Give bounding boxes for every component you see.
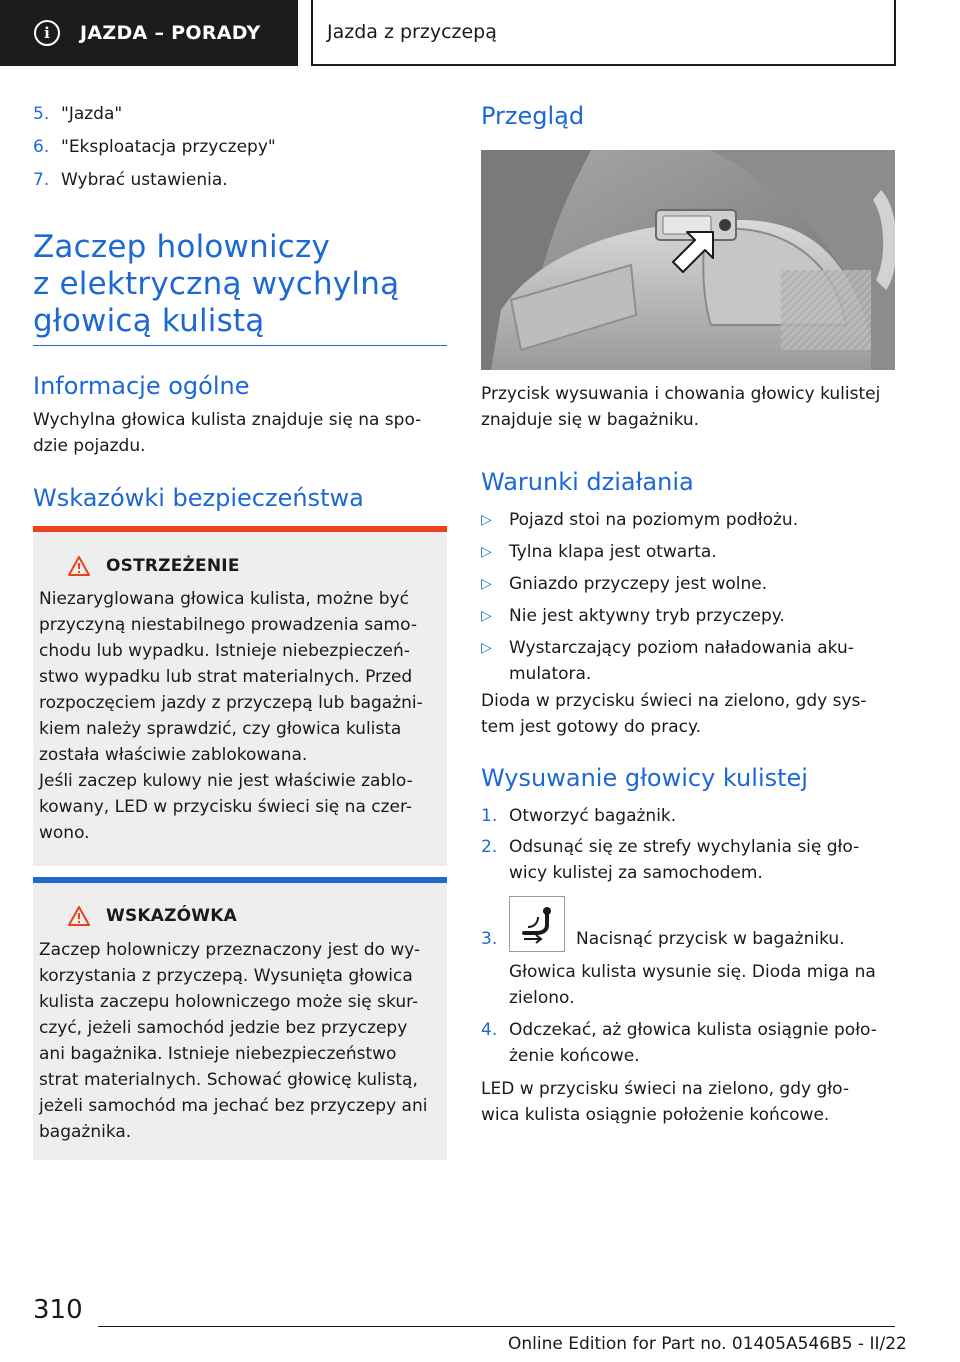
warning-box [33,526,447,866]
trunk-button-photo [481,150,895,370]
ball-head-button-icon [509,896,565,952]
warning-title: OSTRZEŻENIE [106,556,240,576]
left-step-list [33,102,276,192]
header-subsection-tab [311,0,896,66]
note-triangle-icon [68,906,90,926]
warning-text-led: Jeśli zaczep kulowy nie jest właściwie zablo- kowany, LED w przycisku świeci się na czer- wono. [39,771,413,843]
trunk-photo-illustration [481,150,895,370]
triangle-bullet-icon: ▷ [481,544,492,560]
list-item: 4. Odczekać, aż głowica kulista osiągnie poło- żenie końcowe. [481,1020,877,1066]
info-heading: Informacje ogólne [33,372,250,400]
overview-heading: Przegląd [481,102,585,130]
note-text: Zaczep holowniczy przeznaczony jest do wy- korzystania z przyczepą. Wysunięta głowica kulista zaczepu holowniczego może się skur- czyć, jeżeli samochód jedzie bez przyczepy ani bagażnika. Istnieje niebezpieczeństwo strat materialnych. Schować głowicę kulistą, jeżeli samochód ma jechać bez przyczepy ani bagażnika. [39,940,428,1142]
led-paragraph: Dioda w przycisku świeci na zielono, gdy sys- tem jest gotowy do pracy. [481,691,867,737]
list-item: ▷ Tylna klapa jest otwarta. [481,539,895,565]
list-item: 2. Odsunąć się ze strefy wychylania się gło- wicy kulistej za samochodem. [481,837,860,883]
step-3-text: Nacisnąć przycisk w bagażniku. [576,929,845,949]
triangle-bullet-icon: ▷ [481,512,492,528]
header-section-tab [0,0,298,66]
conditions-list [481,507,895,693]
list-item: 3. [481,929,498,949]
footer-rule [98,1326,895,1327]
conditions-heading: Warunki działania [481,468,694,496]
list-item: 7. Wybrać ustawienia. [33,170,228,190]
triangle-bullet-icon: ▷ [481,576,492,592]
heading-rule [33,345,447,346]
extend-heading: Wysuwanie głowicy kulistej [481,764,808,792]
final-paragraph: LED w przycisku świeci na zielono, gdy gło- wica kulista osiągnie położenie końcowe. [481,1079,849,1125]
info-paragraph: Wychylna głowica kulista znajduje się na spo- dzie pojazdu. [33,410,422,456]
note-bar [33,877,447,883]
triangle-bullet-icon: ▷ [481,640,492,656]
list-item: ▷ Nie jest aktywny tryb przyczepy. [481,603,895,629]
info-icon: i [34,20,60,46]
list-item: ▷ Gniazdo przyczepy jest wolne. [481,571,895,597]
warning-triangle-icon [68,556,90,576]
section-heading: Zaczep holowniczy z elektryczną wychylną głowicą kulistą [33,229,400,339]
list-item: ▷ Wystarczający poziom naładowania aku- mulatora. [481,635,895,687]
step-3-result: Głowica kulista wysunie się. Dioda miga na zielono. [509,962,876,1008]
warning-bar [33,526,447,532]
page-number: 310 [33,1295,83,1325]
header-subsection-title: Jazda z przyczepą [327,21,497,43]
overview-paragraph: Przycisk wysuwania i chowania głowicy kulistej znajduje się w bagażniku. [481,384,881,430]
triangle-bullet-icon: ▷ [481,608,492,624]
list-item: 6. "Eksploatacja przyczepy" [33,137,276,157]
safety-heading: Wskazówki bezpieczeństwa [33,484,364,512]
list-item: 1. Otworzyć bagażnik. [481,806,677,826]
list-item: ▷ Pojazd stoi na poziomym podłożu. [481,507,895,533]
footer-edition: Online Edition for Part no. 01405A546B5 - II/22 [508,1334,907,1354]
warning-text: Niezaryglowana głowica kulista, możne być przyczyną niestabilnego prowadzenia samo- chodu lub wypadku. Istnieje niebezpieczeń- stwo wypadku lub strat materialnych. Przed rozpoczęciem jazdy z przyczepą lub bagażni- kiem należy sprawdzić, czy głowica kulista została właściwie zablokowana. [39,589,423,765]
note-box [33,877,447,1160]
note-title: WSKAZÓWKA [106,906,237,926]
header-section-title: JAZDA – PORADY [80,22,261,44]
list-item: 5. "Jazda" [33,104,123,124]
